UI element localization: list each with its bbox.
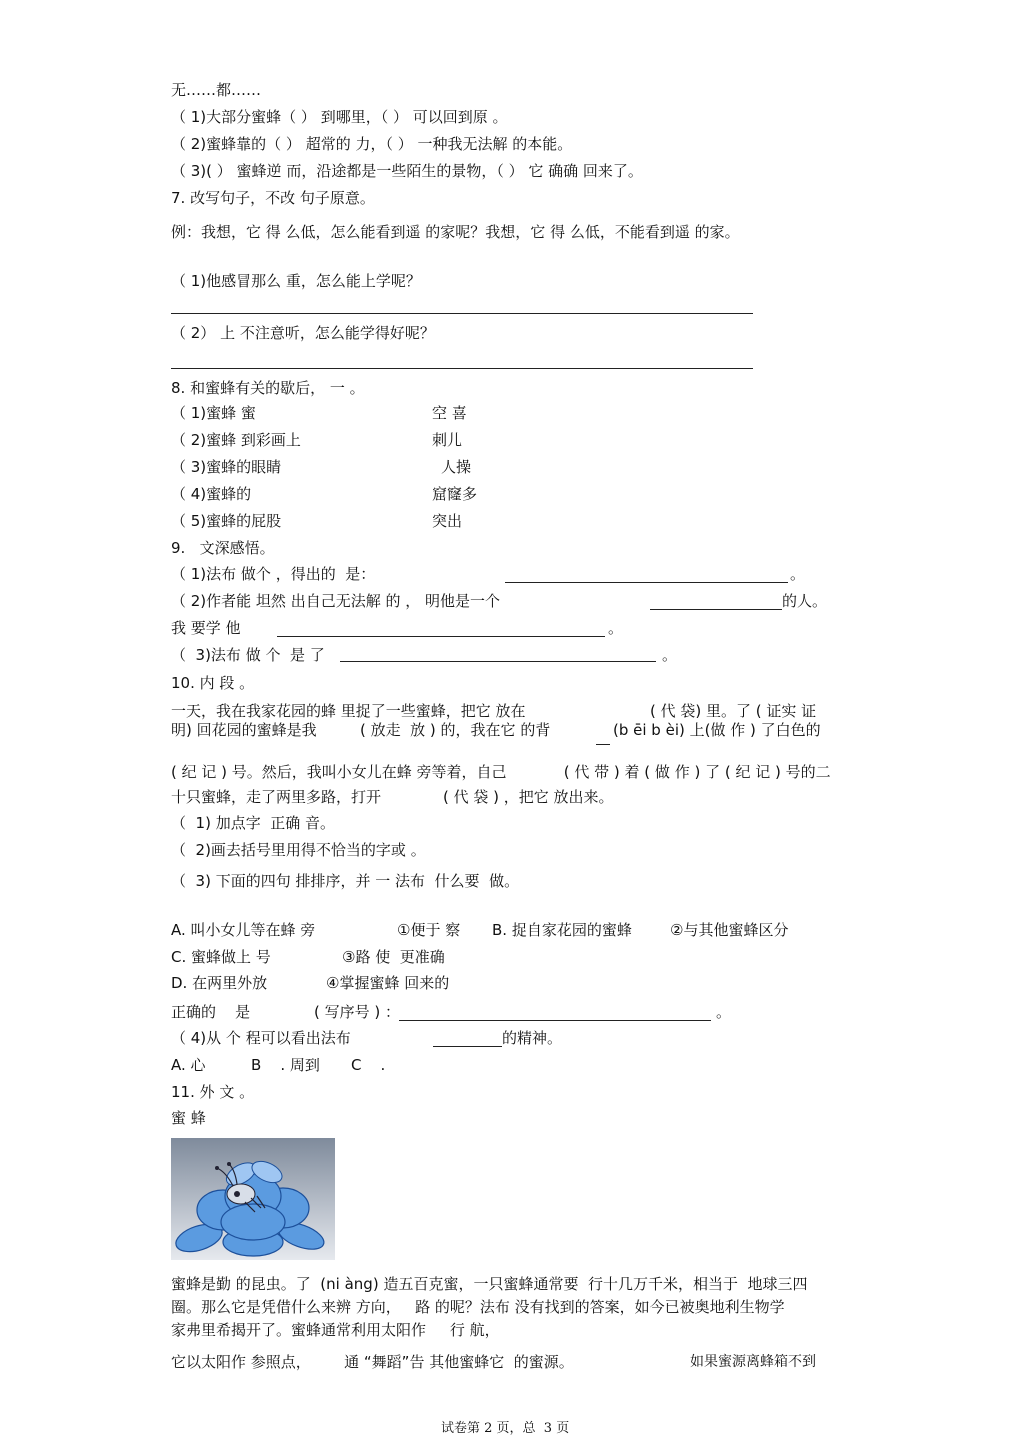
option-2: ②与其他蜜蜂区分 [670,921,789,939]
q10-title: 10. 内 段 。 [171,674,255,692]
option-d: D. 在两里外放 [171,974,268,992]
q9-item-2: （ 2)作者能 坦然 出自己无法解 的 ， 明他是一个 [171,592,501,610]
q11-passage-line: 家弗里希揭开了。蜜蜂通常利用太阳作 行 航， [171,1321,500,1339]
answer-line [171,313,753,314]
q10-passage-line: 明) 回花园的蜜蜂是我 [171,721,317,739]
q10-passage-line: 一天，我在我家花园的蜂 里捉了一些蜜蜂，把它 放在 [171,702,526,720]
q8-right-item: 窟窿多 [432,485,478,503]
answer-blank [340,661,656,662]
q11-title: 11. 外 文 。 [171,1083,255,1101]
option-c: C. 蜜蜂做上 号 [171,948,271,966]
answer-blank [433,1046,502,1047]
q8-left-item: （ 3)蜜蜂的眼睛 [171,458,282,476]
q6-line-3: （ 3)( ） 蜜蜂逆 而，沿途都是一些陌生的景物，（ ） 它 确确 回来了。 [171,162,643,180]
q6-line-2: （ 2)蜜蜂靠的（ ） 超常的 力，（ ） 一种我无法解 的本能。 [171,135,573,153]
q6-header: 无……都…… [171,81,262,99]
q9-item-1: （ 1)法布 做个 ，得出的 是： [171,565,376,583]
passage-heading: 蜜 蜂 [171,1109,206,1127]
q10-passage-line: 十只蜜蜂，走了两里多路，打开 ( 代 袋 ) ，把它 放出来。 [171,788,614,806]
q7-title: 7. 改写句子，不改 句子原意。 [171,189,375,207]
q8-left-item: （ 4)蜜蜂的 [171,485,252,503]
answer-blank [399,1020,711,1021]
bee-on-flower-illustration [171,1138,335,1260]
q8-title: 8. 和蜜蜂有关的歇后， 一 。 [171,379,365,397]
option-3: ③路 使 更准确 [342,948,445,966]
answer-blank [277,636,605,637]
q8-left-item: （ 5)蜜蜂的屁股 [171,512,282,530]
q9-item-1-end: 。 [790,565,806,583]
q8-left-item: （ 2)蜜蜂 到彩画上 [171,431,301,449]
q7-item-2: （ 2） 上 不注意听，怎么能学得好呢？ [171,324,435,342]
q11-passage-line: 它以太阳作 参照点， 通 “舞蹈”告 其他蜜蜂它 的蜜源。 [171,1353,574,1371]
answer-blank [505,582,788,583]
option-4: ④掌握蜜蜂 回来的 [326,974,450,992]
choice-b: B . 周到 [251,1056,320,1074]
q10-passage-line: ( 纪 记 ) 号。然后，我叫小女儿在蜂 旁等着，自己 ( 代 带 ) 着 ( 做 作 ) 了 ( 纪 记 ) 号的二 [171,763,831,781]
q10-sub-1: （ 1) 加点字 正确 音。 [171,814,336,832]
q8-right-item: 刺儿 [432,431,463,449]
q10-passage-line: ( 放走 放 ) 的，我在它 的背 [360,721,551,739]
q11-passage-line: 圈。那么它是凭借什么来辨 方向， 路 的呢？法布 没有找到的答案，如今已被奥地利生物学 [171,1298,785,1316]
answer-line [171,368,753,369]
q9-item-2-end: 的人。 [782,592,828,610]
q7-example: 例：我想，它 得 么低，怎么能看到遥 的家呢？我想，它 得 么低，不能看到遥 的家。 [171,223,740,241]
q10-passage-line: ( 代 袋) 里。了 ( 证实 证 [650,702,817,720]
q8-right-item: 突出 [432,512,463,530]
q10-sub-2: （ 2)画去括号里用得不恰当的字或 。 [171,841,426,859]
q9-title: 9. 文深感悟。 [171,539,275,557]
q7-item-1: （ 1)他感冒那么 重，怎么能上学呢？ [171,272,421,290]
order-prompt-hint: ( 写序号 ) ： [314,1003,401,1021]
q9-item-3-end: 。 [662,646,678,664]
q9-item-3: （ 3)法布 做 个 是 了 [171,646,325,664]
option-1: ①便于 察 [397,921,461,939]
answer-blank [650,609,782,610]
q10-sub-4: （ 4)从 个 程可以看出法布 [171,1029,351,1047]
choice-c: C . [351,1056,386,1074]
option-b: B. 捉自家花园的蜜蜂 [492,921,632,939]
q8-right-item: 人操 [441,458,472,476]
choice-a: A. 心 [171,1056,206,1074]
q9-item-2b-end: 。 [608,619,624,637]
q8-right-item: 空 喜 [432,404,467,422]
q6-line-1: （ 1)大部分蜜蜂（ ） 到哪里，（ ） 可以回到原 。 [171,108,508,126]
page-footer: 试卷第 2 页，总 3 页 [441,1421,570,1436]
q10-sub-3: （ 3) 下面的四句 排排序，并 一 法布 什么要 做。 [171,872,520,890]
answer-blank [596,744,610,745]
q10-sub-4-end: 的精神。 [502,1029,563,1047]
q10-passage-line: (b ēi b èi) 上(做 作 ) 了白色的 [613,721,821,739]
order-prompt-end: 。 [716,1003,732,1021]
q11-passage-line: 如果蜜源离蜂箱不到 [690,1354,816,1370]
q8-left-item: （ 1)蜜蜂 蜜 [171,404,256,422]
option-a: A. 叫小女儿等在蜂 旁 [171,921,316,939]
q11-passage-line: 蜜蜂是勤 的昆虫。了 (ni àng) 造五百克蜜，一只蜜蜂通常要 行十几万千米，相当于 地球三四 [171,1275,808,1293]
order-prompt: 正确的 是 [171,1003,251,1021]
q9-item-2b: 我 要学 他 [171,619,241,637]
